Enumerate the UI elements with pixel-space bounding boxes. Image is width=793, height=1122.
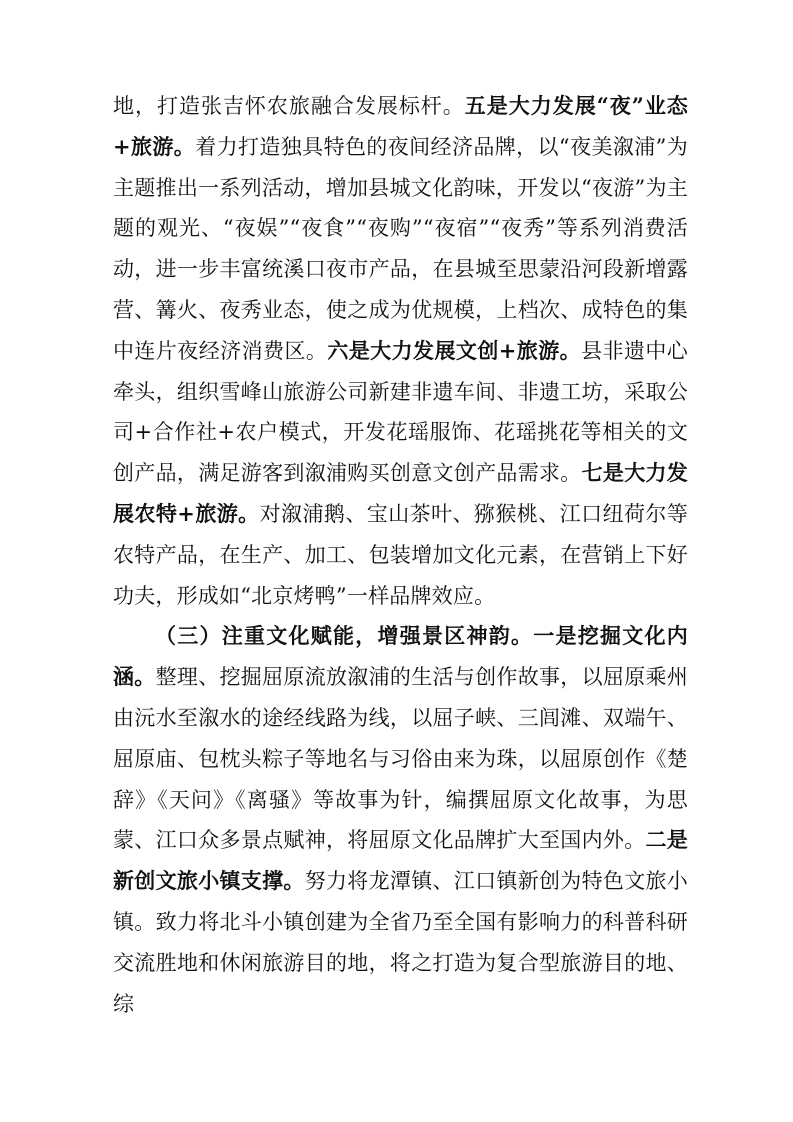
heading-run-seven: 七是大力发展农特+旅游。: [113, 460, 688, 526]
body-text: [113, 86, 688, 1024]
text-run: 着力打造独具特色的夜间经济品牌，以“夜美溆浦”为主题推出一系列活动，增加县城文化韵味，开发以“夜游”为主题的观光、“夜娱”“夜食”“夜购”“夜宿”“夜秀”等系列消费活动，进一步丰富统溪口夜市产品，在县城至思蒙沿河段新增露营、篝火、夜秀业态，使之成为优规模，上档次、成特色的集中连片夜经济消费区。: [113, 134, 688, 363]
text-run: 对溆浦鹅、宝山茶叶、猕猴桃、江口纽荷尔等农特产品，在生产、加工、包装增加文化元素，在营销上下好功夫，形成如“北京烤鸭”一样品牌效应。: [113, 501, 689, 608]
paragraph-1: [113, 86, 688, 616]
section-heading-three: （三）注重文化赋能，增强景区神韵。一是挖掘文化内涵。: [113, 623, 688, 690]
heading-run-five: 五是大力发展“夜”业态+旅游。: [113, 93, 688, 159]
text-run: 县非遗中心牵头，组织雪峰山旅游公司新建非遗车间、非遗工坊，采取公司+合作社+农户模式，开发花瑶服饰、花瑶挑花等相关的文创产品，满足游客到溆浦购买创意文创产品需求。: [113, 338, 689, 486]
heading-run-two: 二是新创文旅小镇支撑。: [113, 827, 688, 894]
heading-run-six: 六是大力发展文创+旅游。: [327, 337, 582, 363]
paragraph-2: [113, 616, 688, 1024]
text-run: 努力将龙潭镇、江口镇新创为特色文旅小镇。致力将北斗小镇创建为全省乃至全国有影响力的科普科研交流胜地和休闲旅游目的地，将之打造为复合型旅游目的地、综: [113, 869, 688, 1016]
text-run: 地，打造张吉怀农旅融合发展标杆。: [113, 94, 465, 118]
text-run: 整理、挖掘屈原流放溆浦的生活与创作故事，以屈原乘州由沅水至溆水的途经线路为线，以屈子峡、三闾滩、双端午、屈原庙、包枕头粽子等地名与习俗由来为珠，以屈原创作《楚辞》《天问》《离骚》等故事为针，编撰屈原文化故事，为思蒙、江口众多景点赋神，将屈原文化品牌扩大至国内外。: [113, 665, 689, 853]
